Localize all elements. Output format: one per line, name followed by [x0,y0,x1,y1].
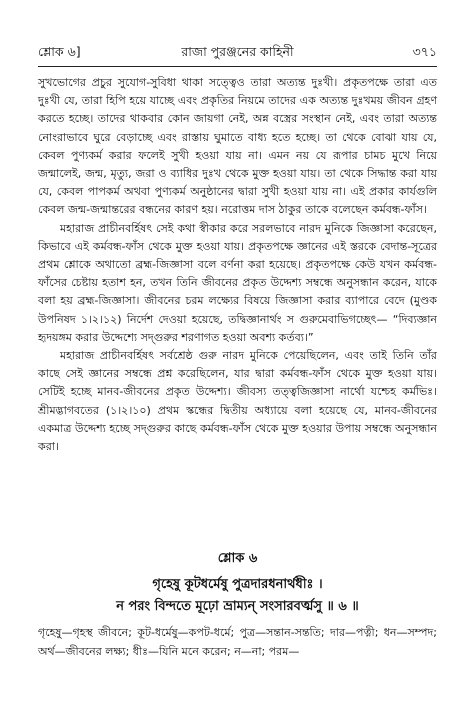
running-header [38,42,437,62]
header-rule [38,66,437,67]
purport-paragraph-2: মহারাজ প্রাচীনবর্হিষৎ সেই কথা স্বীকার করে সরলভাবে নারদ মুনিকে জিজ্ঞাসা করেছেন, কিভাবে এই কর্মবন্ধ-ফাঁস থেকে মুক্ত হওয়া যায়। প্রকৃতপক্ষে জ্ঞানের এই স্তরকে বেদান্ত-সূত্রের প্রথম শ্লোকে অথাতো ব্রহ্ম-জিজ্ঞাসা বলে বর্ণনা করা হয়েছে। প্রকৃতপক্ষে কেউ যখন কর্মবন্ধ-ফাঁসের চেষ্টায় হতাশ হন, তখন তিনি জীবনের প্রকৃত উদ্দেশ্য সম্বন্ধে অনুসন্ধান করেন, যাকে বলা হয় ব্রহ্ম-জিজ্ঞাসা। জীবনের চরম লক্ষ্যের বিষয়ে জিজ্ঞাসা করার ব্যাপারে বেদে (মুণ্ডক উপনিষদ ১।২।১২) নির্দেশ দেওয়া হয়েছে, তদ্বিজ্ঞানার্থং স গুরুমেবাভিগচ্ছেৎ— “দিব্যজ্ঞান হৃদয়ঙ্গম করার উদ্দেশ্যে সদ্গুরুর শরণাগত হওয়া অবশ্য কর্তব্য।” [38,221,437,344]
purport-paragraph-3: মহারাজ প্রাচীনবর্হিষৎ সর্বশ্রেষ্ঠ গুরু নারদ মুনিকে পেয়েছিলেন, এবং তাই তিনি তাঁর কাছে সেই জ্ঞানের সম্বন্ধে প্রশ্ন করেছিলেন, যার দ্বারা কর্মবন্ধ-ফাঁস থেকে মুক্ত হওয়া যায়। সেটিই হচ্ছে মানব-জীবনের প্রকৃত উদ্দেশ্য। জীবস্য তত্ত্বজিজ্ঞাসা নার্থো যশ্চেহ কর্মভিঃ। শ্রীমদ্ভাগবতের (১।২।১০) প্রথম স্কন্ধের দ্বিতীয় অধ্যায়ে বলা হয়েছে যে, মানব-জীবনের একমাত্র উদ্দেশ্য হচ্ছে সদ্গুরুর কাছে কর্মবন্ধ-ফাঁস থেকে মুক্ত হওয়ার উপায় সম্বন্ধে অনুসন্ধান করা। [38,349,437,454]
purport-text [38,74,437,456]
header-verse-ref: শ্লোক ৬] [38,44,81,59]
page-number: ৩৭১ [412,44,437,59]
synonyms-paragraph: গৃহেষু—গৃহস্থ জীবনে; কূট-ধর্মেষু—কপট-ধর্মে; পুত্র—সন্তান-সন্ততি; দার—পত্নী; ধন—সম্পদ; অর্থ—জীবনের লক্ষ্য; ধীঃ—যিনি মনে করেন; ন—না; পরম— [38,626,437,658]
verse-block [38,548,437,618]
purport-paragraph-1: সুখভোগের প্রচুর সুযোগ-সুবিধা থাকা সত্ত্বেও তারা অত্যন্ত দুঃখী। প্রকৃতপক্ষে তারা এত দুঃখী যে, তারা হিপি হয়ে যাচ্ছে এবং প্রকৃতির নিয়মে তাদের এক অত্যন্ত দুঃখময় জীবন গ্রহণ করতে হচ্ছে। তাদের থাকবার কোন জায়গা নেই, অন্ন বস্ত্রের সংস্থান নেই, এবং তারা অত্যন্ত নোংরাভাবে ঘুরে বেড়াচ্ছে এবং রাস্তায় ঘুমাতে বাধ্য হতে হচ্ছে। তা থেকে বোঝা যায় যে, কেবল পুণ্যকর্ম করার ফলেই সুখী হওয়া যায় না। এমন নয় যে রূপার চামচ মুখে নিয়ে জন্মালেই, জন্ম, মৃত্যু, জরা ও ব্যাধির দুঃখ থেকে মুক্ত হওয়া যায়। তা থেকে সিদ্ধান্ত করা যায় যে, কেবল পাপকর্ম অথবা পুণ্যকর্ম অনুষ্ঠানের দ্বারা সুখী হওয়া যায় না। এই প্রকার কার্যগুলি কেবল জন্ম-জন্মান্তরের বন্ধনের কারণ হয়। নরোত্তম দাস ঠাকুর তাকে বলেছেন কর্মবন্ধ-ফাঁস। [38,76,437,217]
verse-heading: শ্লোক ৬ [217,551,258,566]
synonyms-text [38,624,437,661]
verse-line-2: ন পরং বিন্দতে মূঢ়ো ভ্রাম্যন্ সংসারবর্ত্মসু ॥ ৬ ॥ [116,599,359,614]
header-chapter-title: রাজা পুরঞ্জনের কাহিনী [181,44,294,59]
verse-line-1: গৃহেষু কূটধর্মেষু পুত্রদারধনার্থধীঃ । [152,577,323,592]
